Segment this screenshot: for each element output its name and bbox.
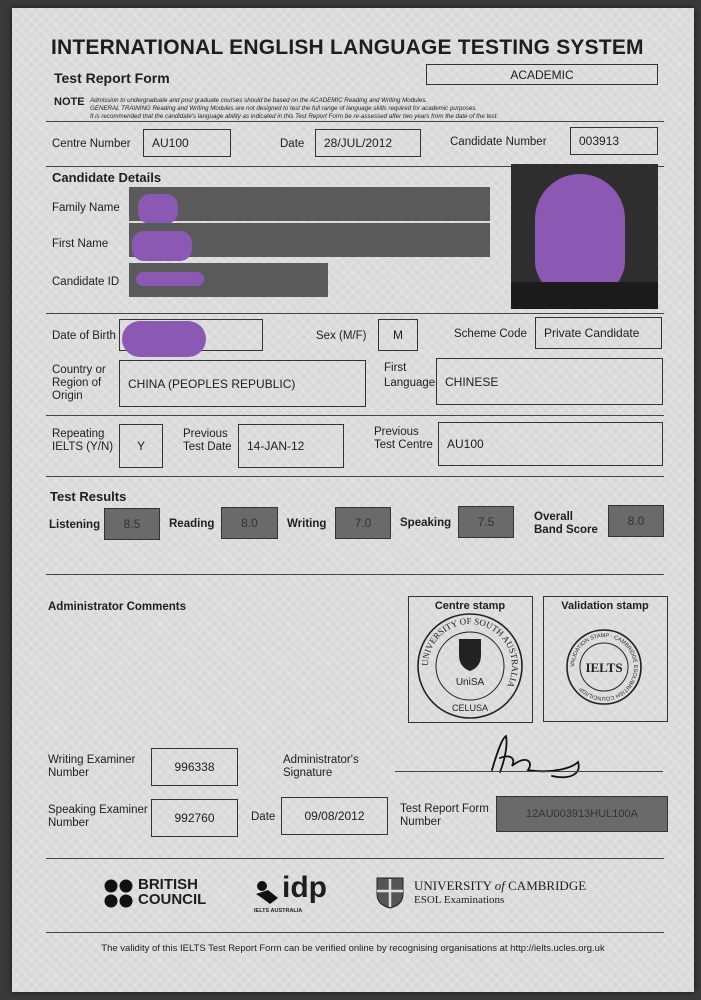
divider bbox=[46, 574, 664, 575]
cambridge-university: UNIVERSITY bbox=[414, 878, 492, 893]
date-value: 28/JUL/2012 bbox=[324, 136, 393, 150]
writing-score: 7.0 bbox=[335, 507, 391, 539]
form-subtitle: Test Report Form bbox=[54, 70, 170, 86]
writing-examiner-field bbox=[151, 748, 238, 786]
ielts-stamp bbox=[544, 615, 666, 719]
speaking-examiner-label-line: Number bbox=[48, 817, 89, 829]
cambridge-text bbox=[414, 878, 586, 908]
previous-test-date-label-line: Test Date bbox=[183, 441, 232, 453]
divider bbox=[46, 313, 664, 314]
previous-test-date-label-line: Previous bbox=[183, 428, 228, 440]
scheme-code-value: Private Candidate bbox=[544, 326, 640, 340]
centre-number-label: Centre Number bbox=[52, 138, 131, 150]
candidate-number-field bbox=[570, 127, 658, 155]
repeating-label-line: Repeating bbox=[52, 428, 105, 440]
sex-label: Sex (M/F) bbox=[316, 330, 367, 342]
candidate-details-heading: Candidate Details bbox=[52, 170, 162, 185]
previous-test-centre-label-line: Previous bbox=[374, 426, 419, 438]
divider bbox=[46, 415, 664, 416]
first-language-field bbox=[436, 358, 663, 405]
british-council-logo bbox=[104, 877, 214, 911]
validity-footer: The validity of this IELTS Test Report Form can be verified online by recognising organisations at http://ielts.ucles.org.uk bbox=[101, 943, 605, 954]
british-council-text bbox=[138, 877, 206, 907]
first-language-value: CHINESE bbox=[445, 374, 499, 389]
previous-test-centre-label-line: Test Centre bbox=[374, 439, 433, 451]
cambridge-line-1 bbox=[414, 878, 586, 893]
divider bbox=[46, 932, 664, 933]
writing-label: Writing bbox=[287, 518, 327, 530]
idp-figure-icon bbox=[254, 880, 280, 906]
candidate-number-label: Candidate Number bbox=[450, 136, 547, 148]
writing-examiner-value: 996338 bbox=[174, 760, 215, 774]
scheme-code-field bbox=[535, 317, 662, 349]
module-value: ACADEMIC bbox=[510, 67, 574, 82]
centre-stamp-box bbox=[408, 596, 533, 723]
unisa-ring-text: UNIVERSITY OF SOUTH AUSTRALIA bbox=[419, 615, 521, 690]
idp-logo bbox=[254, 871, 354, 916]
test-results-heading: Test Results bbox=[50, 489, 127, 504]
country-label-line: Country or bbox=[52, 364, 106, 376]
idp-subtext: IELTS AUSTRALIA bbox=[254, 908, 303, 914]
signature-line bbox=[395, 771, 663, 772]
centre-number-value: AU100 bbox=[152, 136, 189, 150]
first-language-label-line: First bbox=[384, 362, 407, 374]
ielts-ring-text: VALIDATION STAMP · CAMBRIDGE ESOL/BRITISH COUNCIL/IDP bbox=[569, 632, 639, 702]
validation-stamp-box bbox=[543, 596, 668, 722]
cambridge-name: CAMBRIDGE bbox=[508, 878, 587, 893]
scheme-code-label: Scheme Code bbox=[454, 328, 527, 340]
repeating-value: Y bbox=[136, 439, 145, 453]
note-line: It is recommended that the candidate's language ability as indicated in this Test Report Form be re-assessed after two years from the date of the test. bbox=[90, 113, 499, 120]
listening-score: 8.5 bbox=[104, 508, 160, 540]
reading-label: Reading bbox=[169, 518, 215, 530]
unisa-stamp bbox=[409, 609, 531, 719]
previous-test-date-value: 14-JAN-12 bbox=[247, 439, 305, 453]
trf-number-label-line: Test Report Form bbox=[400, 803, 489, 815]
previous-test-date-label bbox=[183, 428, 232, 454]
divider bbox=[46, 476, 664, 477]
redaction-sticker bbox=[136, 272, 204, 286]
redaction-sticker bbox=[132, 231, 192, 261]
country-value: CHINA (PEOPLES REPUBLIC) bbox=[128, 376, 296, 391]
previous-test-centre-label bbox=[374, 426, 433, 452]
administrator-comments-label: Administrator Comments bbox=[48, 601, 187, 613]
shoulders bbox=[511, 282, 658, 309]
admin-date-field bbox=[281, 797, 388, 835]
admin-date-label: Date bbox=[251, 811, 276, 823]
note-line: GENERAL TRAINING Reading and Writing Modules are not designed to test the full range of language skills required for academic purposes. bbox=[90, 105, 478, 112]
overall-band-label-line: Overall bbox=[534, 511, 573, 523]
british-council-line: BRITISH bbox=[138, 876, 198, 893]
photo-redaction bbox=[535, 174, 625, 296]
test-report-form bbox=[12, 8, 694, 992]
overall-band-label bbox=[534, 511, 598, 537]
redaction-sticker bbox=[122, 321, 206, 357]
divider bbox=[46, 858, 664, 859]
writing-examiner-label-line: Number bbox=[48, 767, 89, 779]
repeating-field bbox=[119, 424, 163, 468]
speaking-examiner-label bbox=[48, 804, 148, 830]
family-name-redacted bbox=[129, 187, 490, 221]
sex-value: M bbox=[393, 328, 403, 342]
administrator-signature-label-line: Administrator's bbox=[283, 754, 359, 766]
centre-number-field bbox=[143, 129, 231, 157]
administrator-signature bbox=[482, 732, 652, 780]
overall-band-label-line: Band Score bbox=[534, 524, 598, 536]
speaking-examiner-field bbox=[151, 799, 238, 837]
cambridge-of: of bbox=[494, 878, 505, 893]
repeating-label bbox=[52, 428, 113, 454]
country-field bbox=[119, 360, 366, 407]
reading-score: 8.0 bbox=[221, 507, 278, 539]
family-name-label: Family Name bbox=[52, 202, 120, 214]
british-council-line: COUNCIL bbox=[138, 891, 207, 908]
previous-test-centre-field bbox=[438, 422, 663, 466]
sex-field bbox=[378, 319, 418, 351]
validation-stamp-label: Validation stamp bbox=[561, 600, 649, 612]
ielts-name: IELTS bbox=[585, 660, 623, 675]
idp-text: idp bbox=[282, 871, 327, 904]
note-text bbox=[90, 97, 650, 121]
repeating-label-line: IELTS (Y/N) bbox=[52, 441, 114, 453]
administrator-signature-label bbox=[283, 754, 359, 780]
cambridge-logo bbox=[376, 877, 616, 913]
redaction-sticker bbox=[138, 194, 178, 224]
trf-number-label-line: Number bbox=[400, 816, 441, 828]
first-language-label bbox=[384, 362, 435, 390]
candidate-id-label: Candidate ID bbox=[52, 276, 120, 288]
first-language-label-line: Language bbox=[384, 377, 436, 389]
module-box bbox=[426, 64, 658, 85]
centre-stamp-label: Centre stamp bbox=[434, 600, 506, 612]
candidate-number-value: 003913 bbox=[579, 134, 620, 148]
divider bbox=[46, 121, 664, 122]
unisa-shield-icon bbox=[459, 639, 481, 671]
previous-test-centre-value: AU100 bbox=[447, 437, 484, 451]
speaking-examiner-value: 992760 bbox=[174, 811, 215, 825]
note-label: NOTE bbox=[54, 96, 85, 108]
speaking-examiner-label-line: Speaking Examiner bbox=[48, 804, 148, 816]
administrator-signature-label-line: Signature bbox=[283, 767, 333, 779]
trf-number-label bbox=[400, 803, 489, 829]
country-label-line: Region of bbox=[52, 377, 102, 389]
admin-date-value: 09/08/2012 bbox=[304, 809, 365, 823]
previous-test-date-field bbox=[238, 424, 344, 468]
unisa-code: CELUSA bbox=[451, 703, 489, 713]
note-line: Admission to undergraduate and post graduate courses should be based on the ACADEMIC Reading and Writing Modules. bbox=[90, 97, 428, 104]
date-field bbox=[315, 129, 421, 157]
country-label-line: Origin bbox=[52, 390, 83, 402]
trf-number-field: 12AU003913HUL100A bbox=[496, 796, 668, 832]
cambridge-esol: ESOL Examinations bbox=[414, 894, 505, 906]
writing-examiner-label-line: Writing Examiner bbox=[48, 754, 136, 766]
form-title: INTERNATIONAL ENGLISH LANGUAGE TESTING SYSTEM bbox=[51, 36, 644, 59]
speaking-label: Speaking bbox=[400, 517, 452, 529]
date-label: Date bbox=[280, 138, 305, 150]
cambridge-crest-icon bbox=[376, 877, 404, 909]
first-name-label: First Name bbox=[52, 238, 109, 250]
unisa-name: UniSA bbox=[455, 677, 485, 688]
writing-examiner-label bbox=[48, 754, 135, 780]
country-label bbox=[52, 364, 106, 403]
british-council-dots-icon bbox=[104, 879, 134, 909]
speaking-score: 7.5 bbox=[458, 506, 514, 538]
candidate-photo bbox=[511, 164, 658, 309]
overall-band-score: 8.0 bbox=[608, 505, 664, 537]
dob-label: Date of Birth bbox=[52, 330, 116, 342]
listening-label: Listening bbox=[49, 519, 101, 531]
